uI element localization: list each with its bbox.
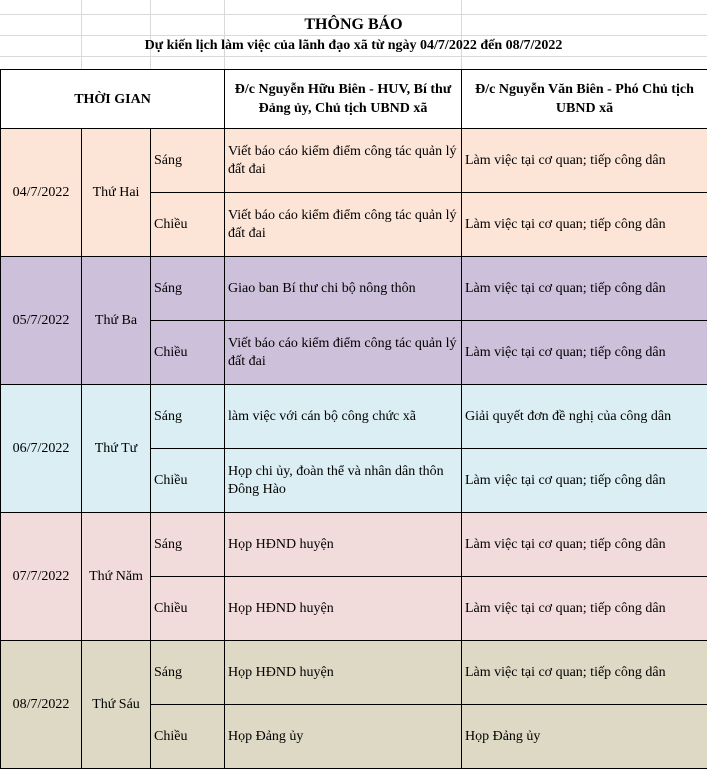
date-cell: 04/7/2022	[1, 129, 82, 257]
leader2-task-cell: Làm việc tại cơ quan; tiếp công dân	[462, 193, 707, 257]
leader2-task-cell: Làm việc tại cơ quan; tiếp công dân	[462, 577, 707, 641]
leader2-task-cell: Làm việc tại cơ quan; tiếp công dân	[462, 641, 707, 705]
session-cell: Chiều	[151, 193, 225, 257]
column-header-leader1: Đ/c Nguyễn Hữu Biên - HUV, Bí thư Đảng ủy, Chủ tịch UBND xã	[225, 70, 462, 129]
session-cell: Sáng	[151, 257, 225, 321]
column-header-leader2: Đ/c Nguyễn Văn Biên - Phó Chủ tịch UBND xã	[462, 70, 707, 129]
table-row	[1, 129, 707, 193]
session-cell: Sáng	[151, 641, 225, 705]
weekday-cell: Thứ Năm	[82, 513, 151, 641]
leader1-task-cell: Viết báo cáo kiểm điểm công tác quản lý đất đai	[225, 129, 462, 193]
header-row	[1, 70, 707, 129]
leader1-task-cell: Họp HĐND huyện	[225, 577, 462, 641]
leader1-task-cell: Họp chi ủy, đoàn thể và nhân dân thôn Đông Hào	[225, 449, 462, 513]
leader2-task-cell: Làm việc tại cơ quan; tiếp công dân	[462, 513, 707, 577]
session-cell: Chiều	[151, 577, 225, 641]
weekday-cell: Thứ Sáu	[82, 641, 151, 769]
leader1-task-cell: Họp HĐND huyện	[225, 513, 462, 577]
session-cell: Sáng	[151, 129, 225, 193]
leader2-task-cell: Làm việc tại cơ quan; tiếp công dân	[462, 449, 707, 513]
weekday-cell: Thứ Ba	[82, 257, 151, 385]
session-cell: Chiều	[151, 705, 225, 769]
session-cell: Chiều	[151, 321, 225, 385]
leader1-task-cell: Họp Đảng ủy	[225, 705, 462, 769]
leader2-task-cell: Làm việc tại cơ quan; tiếp công dân	[462, 257, 707, 321]
page-title: THÔNG BÁO	[0, 14, 707, 36]
leader1-task-cell: Giao ban Bí thư chi bộ nông thôn	[225, 257, 462, 321]
table-row	[1, 257, 707, 321]
date-cell: 07/7/2022	[1, 513, 82, 641]
session-cell: Sáng	[151, 513, 225, 577]
schedule-table	[0, 69, 707, 769]
table-row	[1, 385, 707, 449]
leader2-task-cell: Giải quyết đơn đề nghị của công dân	[462, 385, 707, 449]
leader2-task-cell: Làm việc tại cơ quan; tiếp công dân	[462, 129, 707, 193]
leader1-task-cell: Viết báo cáo kiểm điểm công tác quản lý đất đai	[225, 193, 462, 257]
leader2-task-cell: Làm việc tại cơ quan; tiếp công dân	[462, 321, 707, 385]
column-header-time: THỜI GIAN	[1, 70, 225, 129]
leader2-task-cell: Họp Đảng ủy	[462, 705, 707, 769]
weekday-cell: Thứ Hai	[82, 129, 151, 257]
session-cell: Chiều	[151, 449, 225, 513]
date-cell: 05/7/2022	[1, 257, 82, 385]
table-row	[1, 641, 707, 705]
session-cell: Sáng	[151, 385, 225, 449]
table-row	[1, 513, 707, 577]
page-subtitle: Dự kiến lịch làm việc của lãnh đạo xã từ ngày 04/7/2022 đến 08/7/2022	[0, 36, 707, 56]
leader1-task-cell: làm việc với cán bộ công chức xã	[225, 385, 462, 449]
weekday-cell: Thứ Tư	[82, 385, 151, 513]
date-cell: 08/7/2022	[1, 641, 82, 769]
leader1-task-cell: Viết báo cáo kiểm điểm công tác quản lý đất đai	[225, 321, 462, 385]
leader1-task-cell: Họp HĐND huyện	[225, 641, 462, 705]
date-cell: 06/7/2022	[1, 385, 82, 513]
